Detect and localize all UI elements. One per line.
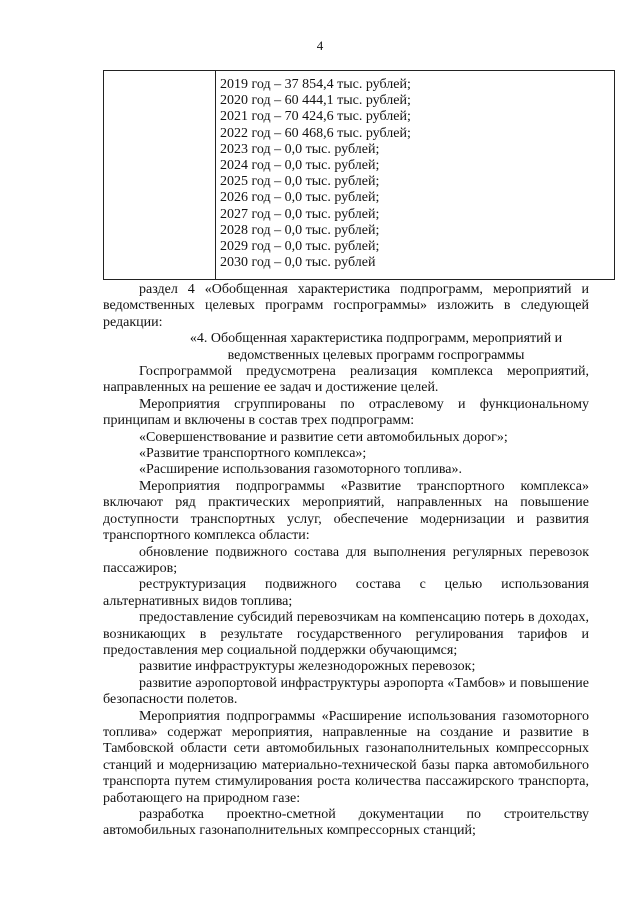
paragraph: развитие инфраструктуры железнодорожных перевозок; — [139, 659, 476, 675]
table-column-divider — [215, 71, 216, 279]
paragraph: развитие аэропортовой инфраструктуры аэропорта «Тамбов» и повышение безопасности полетов. — [103, 675, 589, 708]
funding-year-line: 2025 год – 0,0 тыс. рублей; — [220, 174, 380, 190]
paragraph: «Совершенствование и развитие сети автомобильных дорог»; — [139, 429, 508, 445]
section-heading: «4. Обобщенная характеристика подпрограмм, мероприятий и ведомственных целевых программ госпрограммы — [189, 331, 563, 363]
page-number: 4 — [316, 38, 324, 53]
paragraph: Мероприятия подпрограммы «Развитие транспортного комплекса» включают ряд практических мероприятий, направленных на повышение доступности транспортных услуг, обеспечение модернизации и развития транспортного комплекса области: — [103, 478, 589, 544]
funding-year-line: 2030 год – 0,0 тыс. рублей — [220, 255, 376, 271]
document-body — [103, 282, 589, 840]
paragraph: Мероприятия подпрограммы «Расширение использования газомоторного топлива» содержат мероприятия, направленные на создание и развитие в Тамбовской области сети автомобильных газонаполнительных компрессорных станций и модернизацию материально-технической базы парка автомобильного транспорта путем стимулирования роста количества пассажирского транспорта, работающего на природном газе: — [103, 708, 589, 806]
funding-year-line: 2029 год – 0,0 тыс. рублей; — [220, 239, 380, 255]
paragraph: «Развитие транспортного комплекса»; — [139, 446, 367, 462]
paragraph: реструктуризация подвижного состава с целью использования альтернативных видов топлива; — [103, 577, 589, 609]
funding-year-line: 2020 год – 60 444,1 тыс. рублей; — [220, 93, 411, 109]
funding-year-line: 2019 год – 37 854,4 тыс. рублей; — [220, 77, 411, 92]
paragraph: раздел 4 «Обобщенная характеристика подпрограмм, мероприятий и ведомственных целевых программ госпрограммы» изложить в следующей редакции: — [103, 282, 589, 330]
paragraph: «Расширение использования газомоторного топлива». — [139, 462, 462, 478]
funding-year-line: 2022 год – 60 468,6 тыс. рублей; — [220, 125, 411, 141]
funding-year-line: 2028 год – 0,0 тыс. рублей; — [220, 222, 380, 238]
funding-year-line: 2027 год – 0,0 тыс. рублей; — [220, 206, 380, 222]
paragraph: обновление подвижного состава для выполнения регулярных перевозок пассажиров; — [103, 544, 589, 576]
paragraph: Мероприятия сгруппированы по отраслевому и функциональному принципам и включены в состав трех подпрограмм: — [103, 396, 589, 429]
funding-table — [103, 70, 615, 280]
paragraph: Госпрограммой предусмотрена реализация комплекса мероприятий, направленных на решение ее задач и достижение целей. — [103, 364, 589, 396]
funding-year-line: 2026 год – 0,0 тыс. рублей; — [220, 190, 380, 206]
funding-year-line: 2021 год – 70 424,6 тыс. рублей; — [220, 109, 411, 125]
funding-years-list — [220, 77, 411, 271]
funding-year-line: 2023 год – 0,0 тыс. рублей; — [220, 141, 380, 157]
paragraph: разработка проектно-сметной документации по строительству автомобильных газонаполнительных компрессорных станций; — [103, 807, 589, 839]
paragraph: предоставление субсидий перевозчикам на компенсацию потерь в доходах, возникающих в результате государственного регулирования тарифов и предоставления мер социальной поддержки обучающимся; — [103, 610, 589, 658]
funding-year-line: 2024 год – 0,0 тыс. рублей; — [220, 158, 380, 174]
